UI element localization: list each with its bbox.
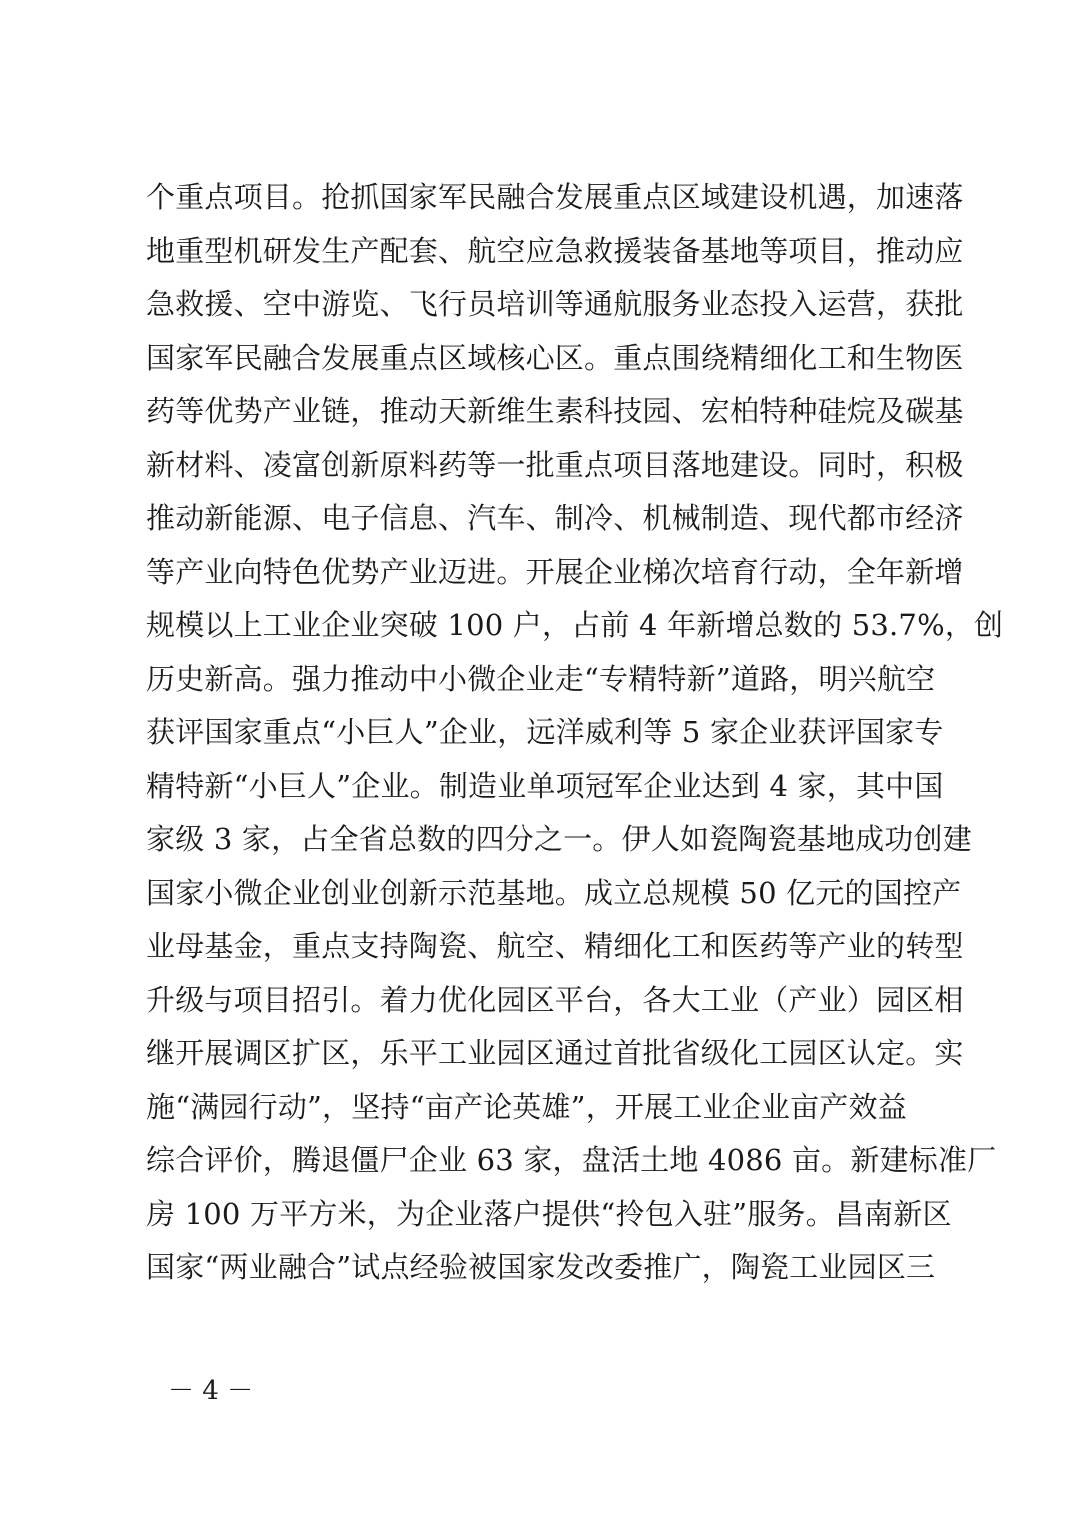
text-line: 家级 3 家，占全省总数的四分之一。伊人如瓷陶瓷基地成功创建 (146, 822, 972, 856)
text-line: 国家军民融合发展重点区域核心区。重点围绕精细化工和生物医 (146, 340, 964, 375)
text-line: 施“满园行动”，坚持“亩产论英雄”，开展工业企业亩产效益 (146, 1089, 907, 1124)
text-line: 药等优势产业链，推动天新维生素科技园、宏柏特种硅烷及碳基 (146, 394, 964, 428)
text-line: 继开展调区扩区，乐平工业园区通过首批省级化工园区认定。实 (146, 1036, 964, 1070)
text-line: 推动新能源、电子信息、汽车、制冷、机械制造、现代都市经济 (146, 501, 964, 535)
text-line: 精特新“小巨人”企业。制造业单项冠军企业达到 4 家，其中国 (146, 768, 944, 803)
text-line: 获评国家重点“小巨人”企业，远洋威利等 5 家企业获评国家专 (146, 715, 944, 749)
text-line: 房 100 万平方米，为企业落户提供“拎包入驻”服务。昌南新区 (146, 1196, 952, 1231)
text-line: 等产业向特色优势产业迈进。开展企业梯次培育行动，全年新增 (146, 554, 964, 589)
text-line: 国家“两业融合”试点经验被国家发改委推广，陶瓷工业园区三 (146, 1250, 936, 1284)
text-line: 综合评价，腾退僵尸企业 63 家，盘活土地 4086 亩。新建标准厂 (146, 1143, 997, 1177)
text-line: 国家小微企业创业创新示范基地。成立总规模 50 亿元的国控产 (146, 875, 962, 910)
text-line: 新材料、凌富创新原料药等一批重点项目落地建设。同时，积极 (146, 447, 964, 482)
body-text (146, 180, 1004, 1321)
text-line: 升级与项目招引。着力优化园区平台，各大工业（产业）园区相 (146, 982, 964, 1017)
page-number: － 4 － (168, 1376, 254, 1406)
text-line: 规模以上工业企业突破 100 户，占前 4 年新增总数的 53.7%，创 (146, 608, 1004, 642)
text-line: 急救援、空中游览、飞行员培训等通航服务业态投入运营，获批 (146, 287, 964, 321)
text-line: 地重型机研发生产配套、航空应急救援装备基地等项目，推动应 (146, 233, 964, 268)
text-line: 历史新高。强力推动中小微企业走“专精特新”道路，明兴航空 (146, 661, 936, 696)
text-line: 业母基金，重点支持陶瓷、航空、精细化工和医药等产业的转型 (146, 929, 964, 963)
text-line: 个重点项目。抢抓国家军民融合发展重点区域建设机遇，加速落 (146, 180, 964, 214)
